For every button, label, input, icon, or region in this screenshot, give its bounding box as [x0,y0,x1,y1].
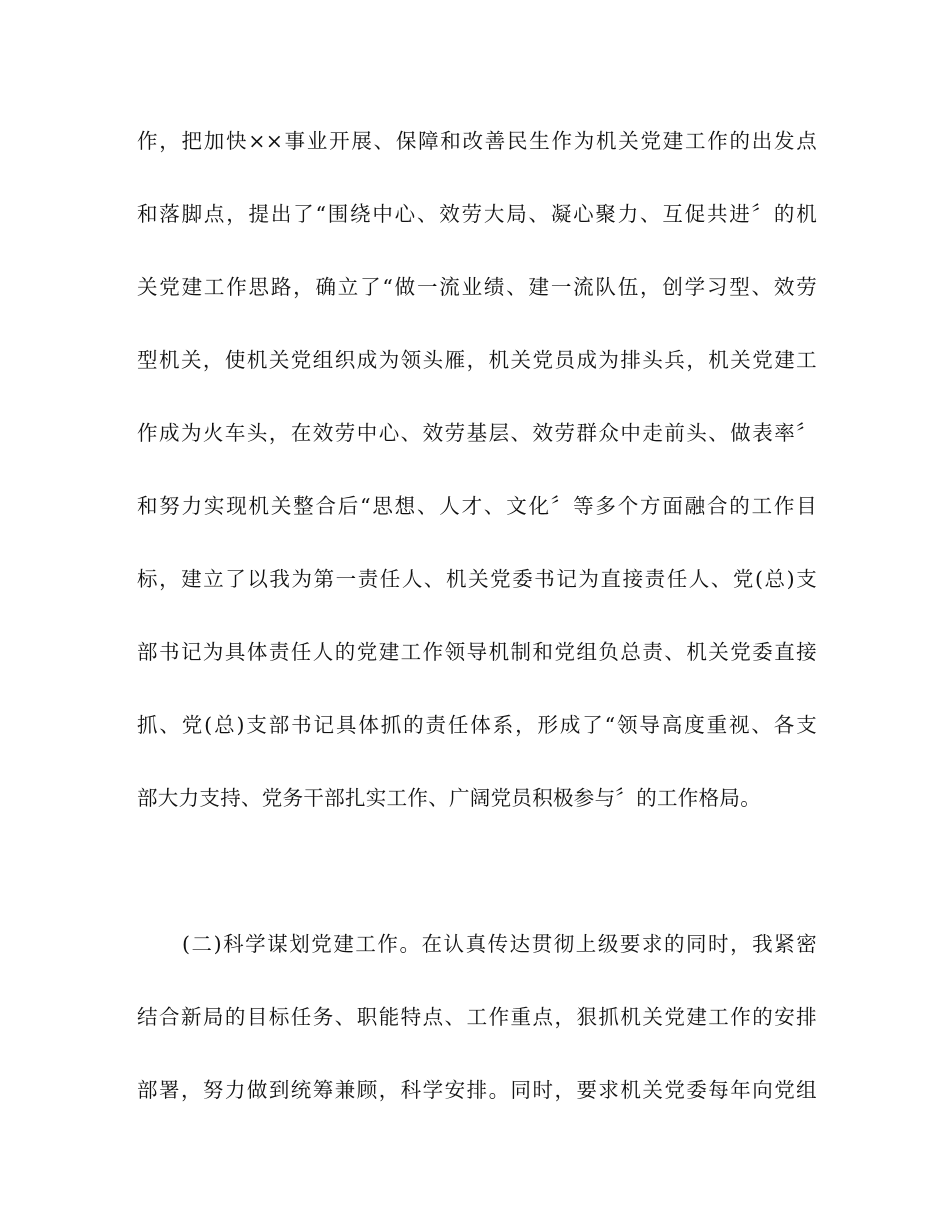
paragraph-line: 和落脚点，提出了“围绕中心、效劳大局、凝心聚力、互促共进〞的机 [137,202,817,226]
paragraph-line: 和努力实现机关整合后“思想、人才、文化〞等多个方面融合的工作目 [137,494,817,518]
paragraph-line: 型机关，使机关党组织成为领头雁，机关党员成为排头兵，机关党建工 [137,348,817,372]
paragraph-line: 部署，努力做到统筹兼顾，科学安排。同时，要求机关党委每年向党组 [137,1078,817,1102]
paragraph-line: 作，把加快××事业开展、保障和改善民生作为机关党建工作的出发点 [137,129,817,153]
paragraph-line: 关党建工作思路，确立了“做一流业绩、建一流队伍，创学习型、效劳 [137,275,817,299]
paragraph-line: 标，建立了以我为第一责任人、机关党委书记为直接责任人、党(总)支 [137,567,817,591]
paragraph-line: 部大力支持、党务干部扎实工作、广阔党员积极参与〞的工作格局。 [137,786,761,810]
paragraph-line: (二)科学谋划党建工作。在认真传达贯彻上级要求的同时，我紧密 [182,932,817,956]
paragraph-line: 抓、党(总)支部书记具体抓的责任体系，形成了“领导高度重视、各支 [137,713,817,737]
paragraph-line: 部书记为具体责任人的党建工作领导机制和党组负总责、机关党委直接 [137,640,817,664]
paragraph-line: 结合新局的目标任务、职能特点、工作重点，狠抓机关党建工作的安排 [137,1005,817,1029]
paragraph-line: 作成为火车头，在效劳中心、效劳基层、效劳群众中走前头、做表率〞 [137,421,817,445]
